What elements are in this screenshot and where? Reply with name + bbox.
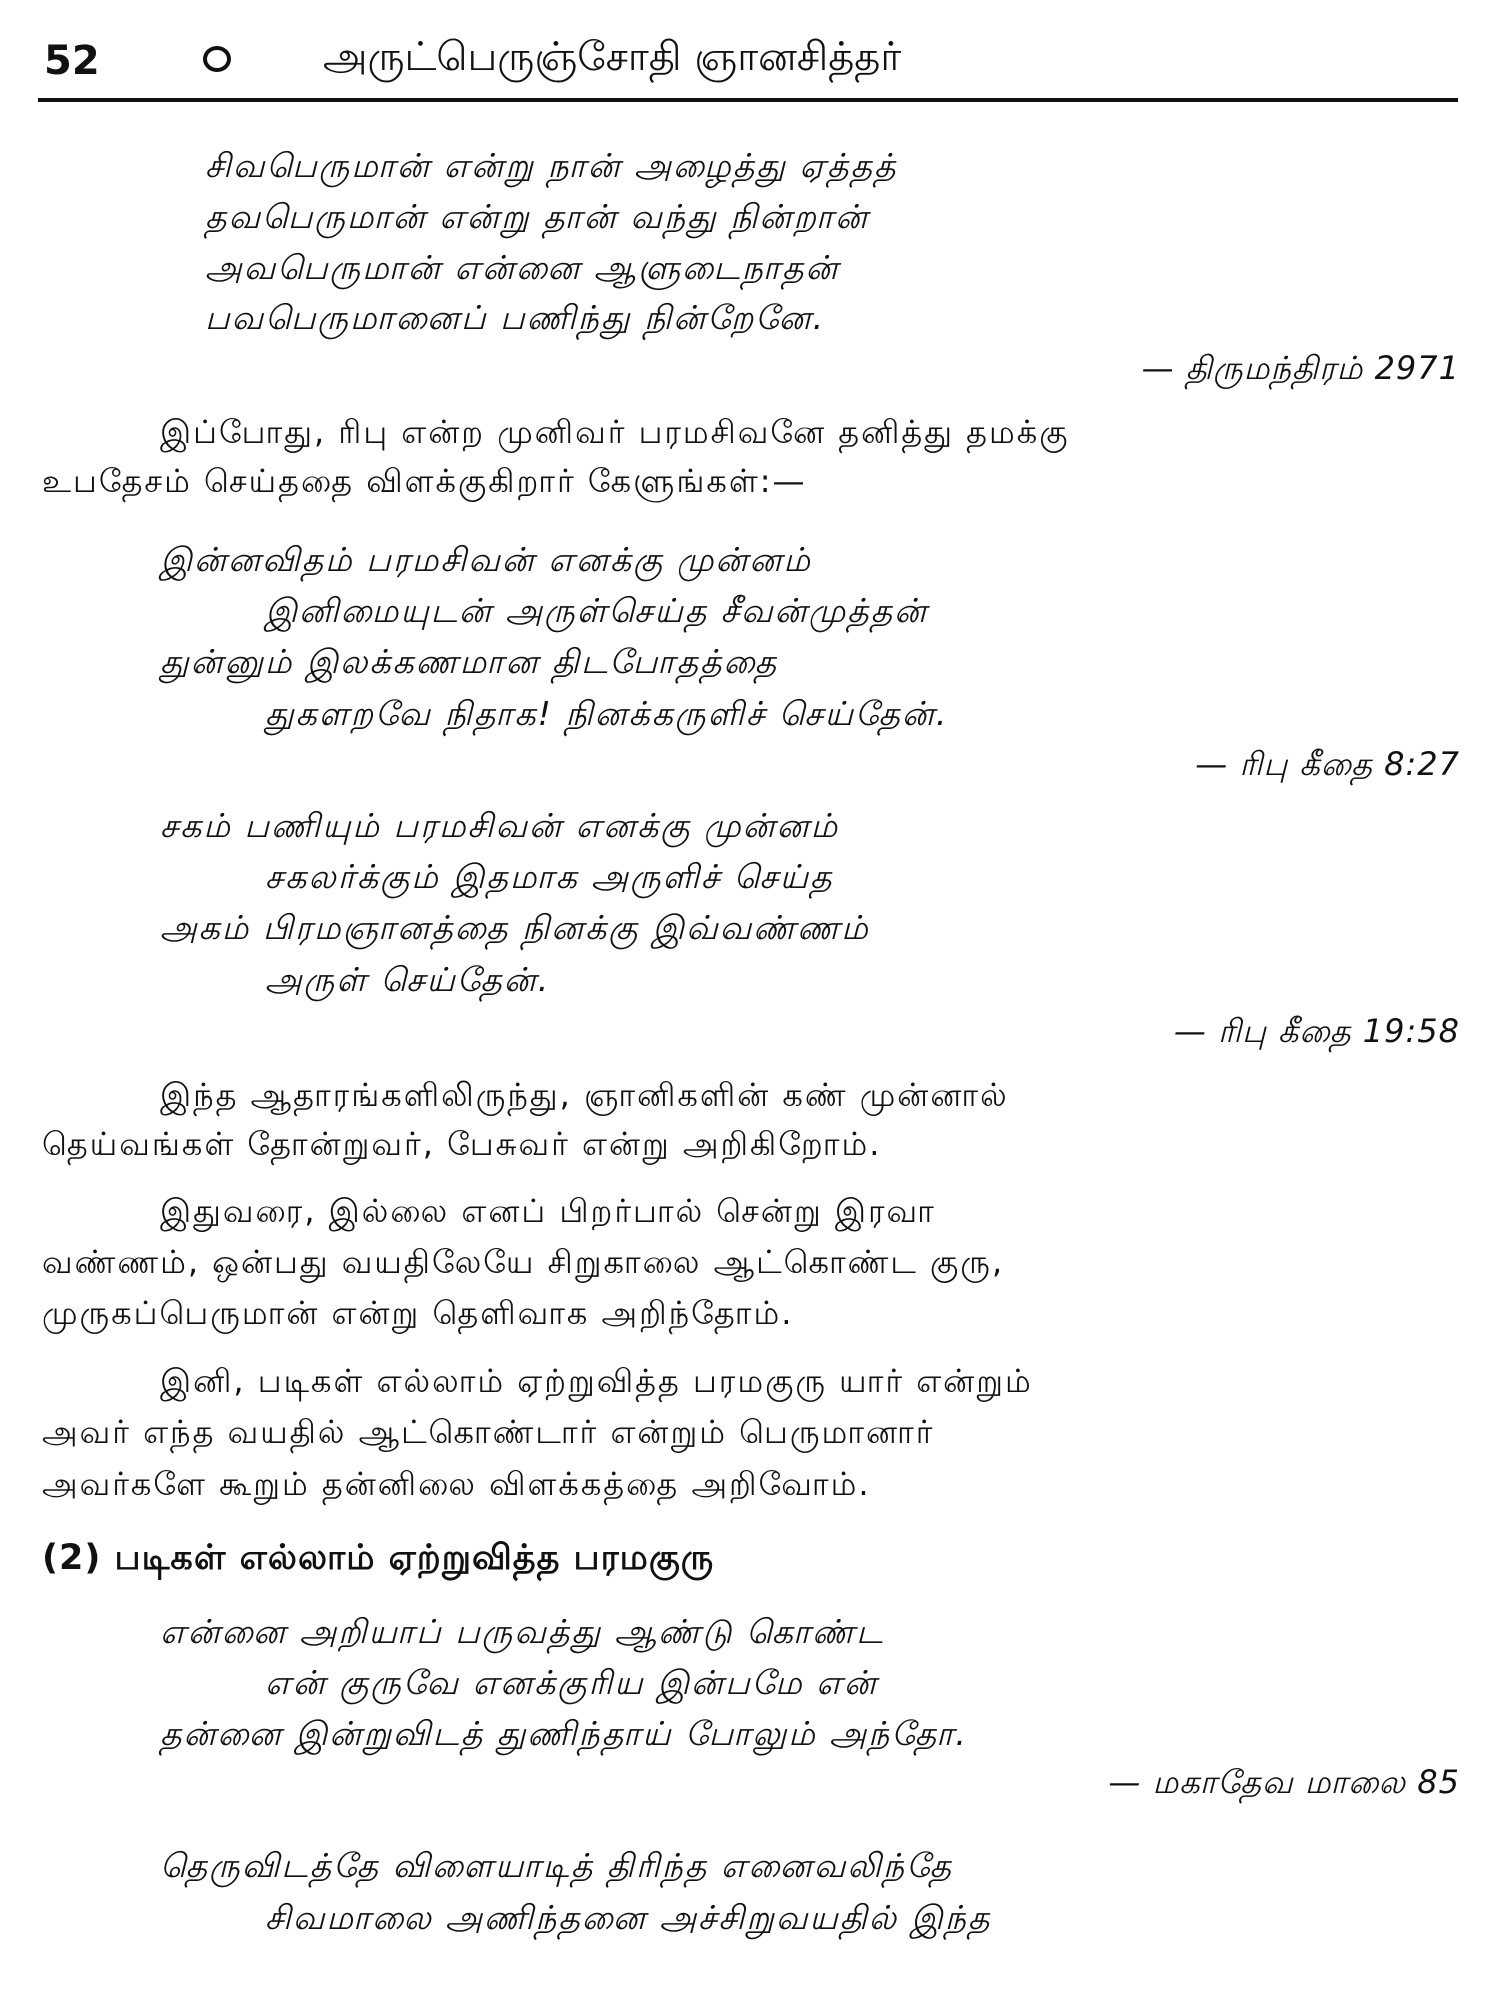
verse-line: சிவமாலை அணிந்தனை அச்சிறுவயதில் இந்த: [265, 1898, 992, 1937]
verse-line: அகம் பிரமஞானத்தை நினக்கு இவ்வண்ணம்: [160, 908, 870, 947]
section-heading: (2) படிகள் எல்லாம் ஏற்றுவித்த பரமகுரு: [42, 1538, 715, 1578]
verse-line: இனிமையுடன் அருள்செய்த சீவன்முத்தன்: [265, 591, 929, 630]
verse-line: அருள் செய்தேன்.: [265, 960, 551, 999]
verse-citation: — மகாதேவ மாலை 85: [1108, 1763, 1460, 1801]
verse-line: சகலர்க்கும் இதமாக அருளிச் செய்த: [265, 857, 834, 896]
verse-citation: — திருமந்திரம் 2971: [1141, 349, 1460, 387]
verse-line: என் குருவே எனக்குரிய இன்பமே என்: [265, 1663, 878, 1702]
paragraph-line: வண்ணம், ஒன்பது வயதிலேயே சிறுகாலை ஆட்கொண்ட குரு,: [42, 1243, 1005, 1281]
verse-line: தன்னை இன்றுவிடத் துணிந்தாய் போலும் அந்தோ.: [160, 1714, 968, 1753]
verse-line: சிவபெருமான் என்று நான் அழைத்து ஏத்தத்: [205, 146, 898, 185]
verse-line: என்னை அறியாப் பருவத்து ஆண்டு கொண்ட: [160, 1612, 885, 1651]
page-header: [38, 34, 1458, 100]
verse-line: தெருவிடத்தே விளையாடித் திரிந்த எனைவலிந்தே: [160, 1846, 954, 1885]
verse-line: துன்னும் இலக்கணமான திடபோதத்தை: [160, 642, 779, 681]
paragraph-line: இனி, படிகள் எல்லாம் ஏற்றுவித்த பரமகுரு யார் என்றும்: [160, 1362, 1033, 1400]
page-number: 52: [44, 38, 100, 84]
header-rule: [38, 98, 1458, 102]
paragraph-line: அவர்களே கூறும் தன்னிலை விளக்கத்தை அறிவோம்.: [42, 1465, 871, 1503]
running-title: அருட்பெருஞ்சோதி ஞானசித்தர்: [323, 34, 902, 80]
verse-line: துகளறவே நிதாக! நினக்கருளிச் செய்தேன்.: [265, 694, 949, 733]
verse-line: சகம் பணியும் பரமசிவன் எனக்கு முன்னம்: [160, 806, 840, 845]
verse-citation: — ரிபு கீதை 19:58: [1173, 1012, 1460, 1050]
paragraph-line: தெய்வங்கள் தோன்றுவர், பேசுவர் என்று அறிகிறோம்.: [42, 1125, 882, 1163]
circle-icon: [203, 46, 231, 72]
paragraph-line: இந்த ஆதாரங்களிலிருந்து, ஞானிகளின் கண் முன்னால்: [160, 1076, 1009, 1114]
verse-line: இன்னவிதம் பரமசிவன் எனக்கு முன்னம்: [160, 540, 812, 579]
paragraph-line: அவர் எந்த வயதில் ஆட்கொண்டார் என்றும் பெருமானார்: [42, 1413, 935, 1451]
verse-line: தவபெருமான் என்று தான் வந்து நின்றான்: [205, 197, 870, 236]
verse-line: பவபெருமானைப் பணிந்து நின்றேனே.: [205, 298, 826, 337]
paragraph-line: இப்போது, ரிபு என்ற முனிவர் பரமசிவனே தனித்து தமக்கு: [160, 413, 1070, 451]
paragraph-line: இதுவரை, இல்லை எனப் பிறர்பால் சென்று இரவா: [160, 1192, 936, 1230]
paragraph-line: முருகப்பெருமான் என்று தெளிவாக அறிந்தோம்.: [42, 1294, 794, 1332]
verse-citation: — ரிபு கீதை 8:27: [1195, 745, 1460, 783]
paragraph-line: உபதேசம் செய்ததை விளக்குகிறார் கேளுங்கள்:—: [42, 462, 807, 500]
verse-line: அவபெருமான் என்னை ஆளுடைநாதன்: [205, 248, 840, 287]
